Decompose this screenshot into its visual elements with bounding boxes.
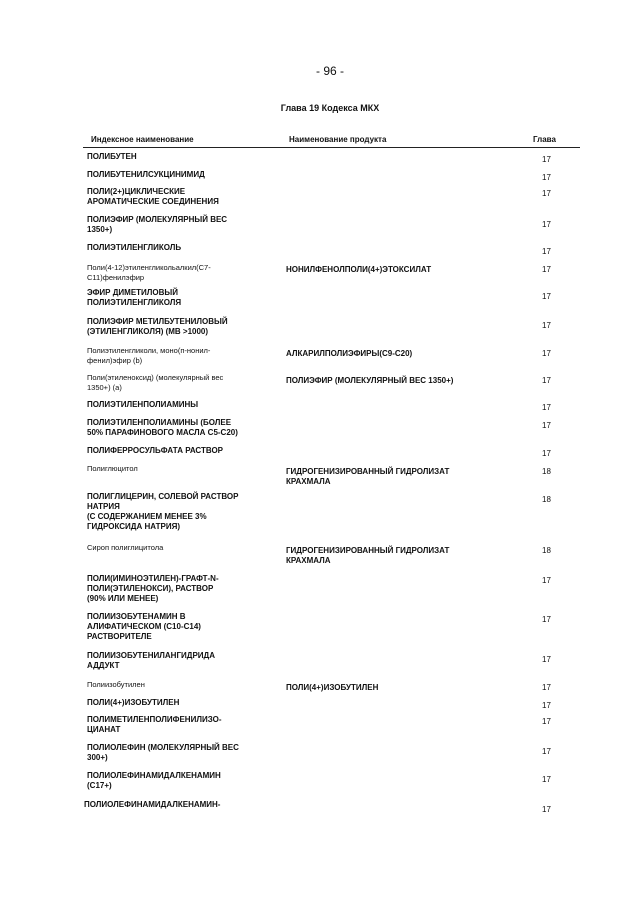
column-header-product-name: Наименование продукта [289, 135, 387, 144]
index-name-cell: Сироп полиглицитола [87, 543, 164, 552]
chapter-cell: 17 [542, 775, 551, 784]
product-name-cell: ПОЛИЭФИР (МОЛЕКУЛЯРНЫЙ ВЕС 1350+) [286, 376, 454, 385]
chapter-cell: 17 [542, 747, 551, 756]
chapter-cell: 17 [542, 683, 551, 692]
index-name-cell: ПОЛИЭФИР (МОЛЕКУЛЯРНЫЙ ВЕС 1350+) [87, 215, 228, 234]
index-name-cell: ПОЛИОЛЕФИНАМИДАЛКЕНАМИН- [84, 800, 221, 809]
index-name-cell: ПОЛИОЛЕФИН (МОЛЕКУЛЯРНЫЙ ВЕС 300+) [87, 743, 239, 762]
index-name-cell: ПОЛИ(2+)ЦИКЛИЧЕСКИЕ АРОМАТИЧЕСКИЕ СОЕДИНЕНИЯ [87, 187, 219, 206]
index-name-cell: ПОЛИ(ИМИНОЭТИЛЕН)-ГРАФТ-N- ПОЛИ(ЭТИЛЕНОКСИ), РАСТВОР (90% ИЛИ МЕНЕЕ) [87, 574, 219, 603]
chapter-cell: 17 [542, 220, 551, 229]
chapter-cell: 17 [542, 292, 551, 301]
chapter-cell: 17 [542, 655, 551, 664]
index-name-cell: ПОЛИГЛИЦЕРИН, СОЛЕВОЙ РАСТВОР НАТРИЯ (С СОДЕРЖАНИЕМ МЕНЕЕ 3% ГИДРОКСИДА НАТРИЯ) [87, 492, 239, 531]
chapter-cell: 18 [542, 546, 551, 555]
chapter-cell: 17 [542, 376, 551, 385]
chapter-cell: 17 [542, 173, 551, 182]
index-name-cell: ПОЛИБУТЕНИЛСУКЦИНИМИД [87, 170, 205, 179]
index-name-cell: ПОЛИ(4+)ИЗОБУТИЛЕН [87, 698, 180, 707]
product-name-cell: АЛКАРИЛПОЛИЭФИРЫ(С9-С20) [286, 349, 413, 358]
product-name-cell: ГИДРОГЕНИЗИРОВАННЫЙ ГИДРОЛИЗАТ КРАХМАЛА [286, 467, 450, 486]
chapter-cell: 17 [542, 701, 551, 710]
chapter-cell: 18 [542, 495, 551, 504]
chapter-cell: 17 [542, 717, 551, 726]
index-name-cell: ПОЛИЭТИЛЕНПОЛИАМИНЫ [87, 400, 199, 409]
chapter-cell: 18 [542, 467, 551, 476]
chapter-cell: 17 [542, 403, 551, 412]
chapter-cell: 17 [542, 805, 551, 814]
index-name-cell: ПОЛИЭТИЛЕНПОЛИАМИНЫ (БОЛЕЕ 50% ПАРАФИНОВОГО МАСЛА С5-С20) [87, 418, 238, 437]
index-name-cell: Полиглюцитол [87, 464, 138, 473]
index-name-cell: ПОЛИБУТЕН [87, 152, 137, 161]
product-name-cell: ПОЛИ(4+)ИЗОБУТИЛЕН [286, 683, 379, 692]
chapter-cell: 17 [542, 576, 551, 585]
index-name-cell: Полиизобутилен [87, 680, 145, 689]
chapter-cell: 17 [542, 615, 551, 624]
page-number: - 96 - [315, 64, 344, 78]
page-title: Глава 19 Кодекса МКХ [280, 103, 380, 113]
index-name-cell: ПОЛИМЕТИЛЕНПОЛИФЕНИЛИЗО- ЦИАНАТ [87, 715, 222, 734]
chapter-cell: 17 [542, 155, 551, 164]
index-name-cell: ПОЛИЭТИЛЕНГЛИКОЛЬ [87, 243, 182, 252]
column-header-index-name: Индексное наименование [91, 135, 194, 144]
chapter-cell: 17 [542, 265, 551, 274]
chapter-cell: 17 [542, 189, 551, 198]
index-name-cell: ПОЛИФЕРРОСУЛЬФАТА РАСТВОР [87, 446, 223, 455]
index-name-cell: Полиэтиленгликоли, моно(п-нонил- фенил)эфир (b) [87, 346, 211, 365]
chapter-cell: 17 [542, 349, 551, 358]
index-name-cell: Поли(4-12)этиленгликольалкил(С7- С11)фенилэфир [87, 263, 211, 282]
index-name-cell: ПОЛИИЗОБУТЕНИЛАНГИДРИДА АДДУКТ [87, 651, 216, 670]
product-name-cell: ГИДРОГЕНИЗИРОВАННЫЙ ГИДРОЛИЗАТ КРАХМАЛА [286, 546, 450, 565]
index-name-cell: ПОЛИЭФИР МЕТИЛБУТЕНИЛОВЫЙ (ЭТИЛЕНГЛИКОЛЯ) (МВ >1000) [87, 317, 228, 336]
index-name-cell: ПОЛИОЛЕФИНАМИДАЛКЕНАМИН (С17+) [87, 771, 221, 790]
index-name-cell: ЭФИР ДИМЕТИЛОВЫЙ ПОЛИЭТИЛЕНГЛИКОЛЯ [87, 288, 182, 307]
index-name-cell: ПОЛИИЗОБУТЕНАМИН В АЛИФАТИЧЕСКОМ (С10-С14) РАСТВОРИТЕЛЕ [87, 612, 201, 641]
chapter-cell: 17 [542, 421, 551, 430]
chapter-cell: 17 [542, 247, 551, 256]
index-name-cell: Поли(этиленоксид) (молекулярный вес 1350+) (а) [87, 373, 224, 392]
column-header-chapter: Глава [533, 135, 556, 144]
chapter-cell: 17 [542, 321, 551, 330]
chapter-cell: 17 [542, 449, 551, 458]
product-name-cell: НОНИЛФЕНОЛПОЛИ(4+)ЭТОКСИЛАТ [286, 265, 432, 274]
